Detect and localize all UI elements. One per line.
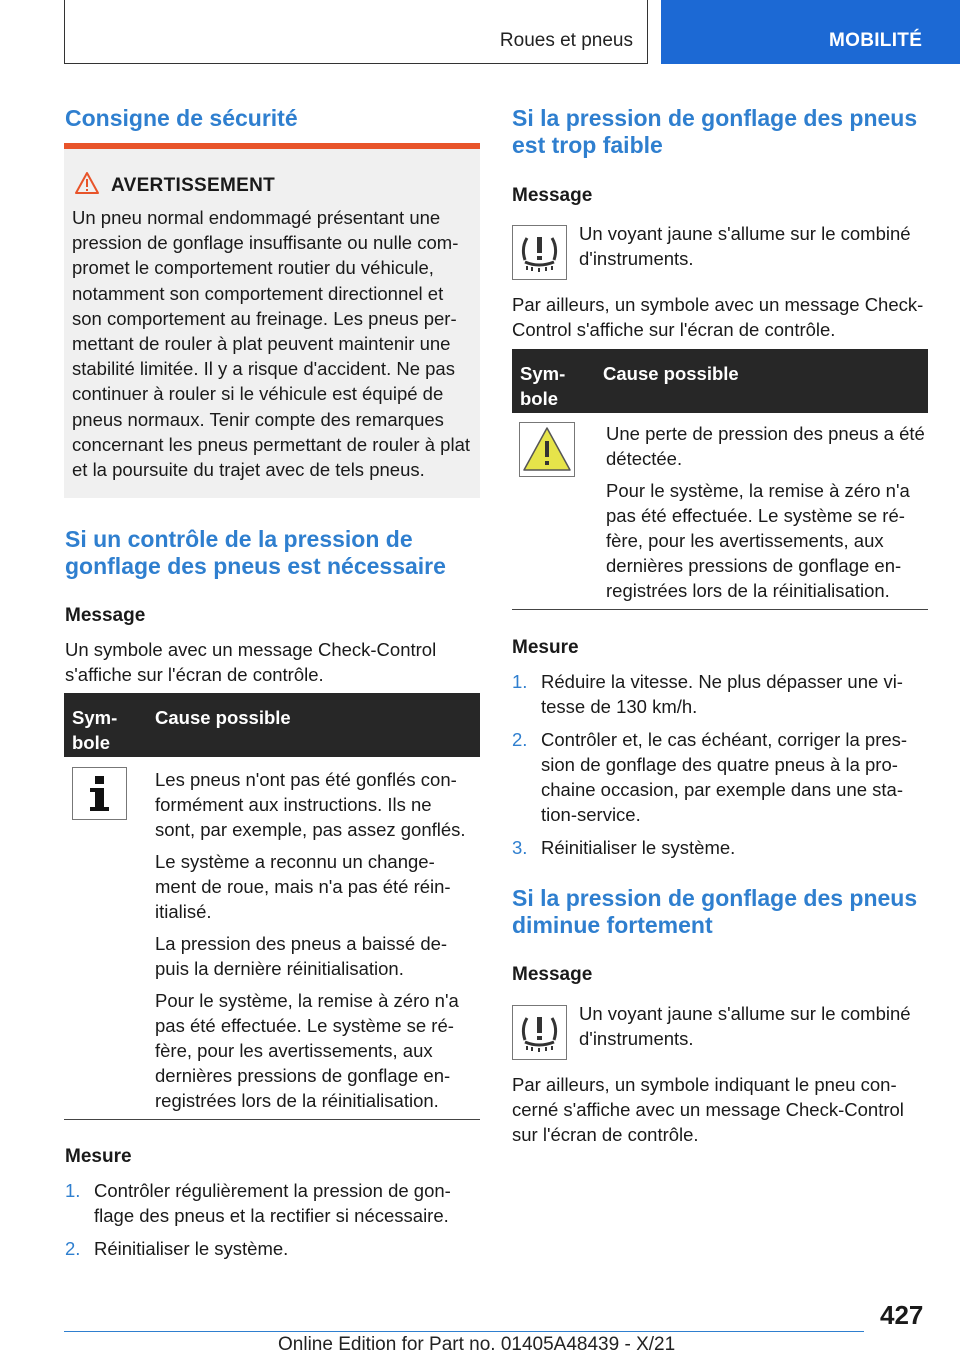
header-section-title: Roues et pneus [499, 30, 633, 51]
left-table-col-symbol: Sym- bole [72, 707, 118, 753]
left-steps [65, 1178, 475, 1269]
header-tab[interactable] [661, 0, 960, 64]
left-measure-label: Mesure [65, 1146, 132, 1167]
right-message2-label: Message [512, 964, 593, 985]
left-cause-1: Les pneus n'ont pas été gonflés con-formément aux instructions. Ils ne sont, par exemple, pas assez gonflés. [155, 769, 466, 840]
right-table-rule [512, 609, 928, 610]
left-step-1: 1. Contrôler régulièrement la pression de gon-flage des pneus et la rectifier si nécessaire. [65, 1180, 451, 1226]
left-message-text: Un symbole avec un message Check-Control s'affiche sur l'écran de contrôle. [65, 639, 437, 685]
left-table-header [64, 693, 480, 757]
tire-pressure-warning-icon [512, 225, 567, 280]
warning-box [64, 143, 480, 498]
header-tab-label: MOBILITÉ [829, 30, 923, 51]
left-table-col-cause: Cause possible [155, 707, 291, 728]
right-message-label: Message [512, 185, 593, 206]
right-step-2: 2. Contrôler et, le cas échéant, corriger la pres-sion de gonflage des quatre pneus à la pro-chaine occasion, par exemple dans une sta-tion-service. [512, 729, 908, 825]
right-message2-text: Un voyant jaune s'allume sur le combiné d'instruments. [579, 1003, 911, 1049]
footer-rule [64, 1331, 864, 1332]
right-table-col-cause: Cause possible [603, 363, 739, 384]
warning-title: AVERTISSEMENT [111, 175, 276, 196]
right-step-3: 3. Réinitialiser le système. [512, 837, 736, 858]
yellow-warning-icon [519, 422, 575, 477]
right-table-header [512, 349, 928, 413]
safety-heading: Consigne de sécurité [65, 105, 298, 131]
right-para: Par ailleurs, un symbole avec un message Check-Control s'affiche sur l'écran de contrôle. [512, 294, 924, 340]
check-heading-line2: gonflage des pneus est nécessaire [65, 553, 446, 579]
left-message-label: Message [65, 605, 146, 626]
low-pressure-heading: Si la pression de gonflage des pneus est trop faible [512, 105, 918, 158]
header-box [64, 0, 648, 64]
left-cause-3: La pression des pneus a baissé de-puis la dernière réinitialisation. [155, 933, 448, 979]
left-step-2: 2. Réinitialiser le système. [65, 1238, 289, 1259]
right-steps [512, 669, 928, 868]
warning-triangle-icon [74, 171, 100, 195]
left-table-rule [64, 1119, 480, 1120]
check-heading-line1: Si un contrôle de la pression de [65, 526, 413, 552]
right-step-1: 1. Réduire la vitesse. Ne plus dépasser une vi-tesse de 130 km/h. [512, 671, 903, 717]
check-heading [65, 526, 446, 580]
right-table-col-symbol: Sym- bole [520, 363, 566, 409]
right-message-text: Un voyant jaune s'allume sur le combiné d'instruments. [579, 223, 911, 269]
right-cause-2: Pour le système, la remise à zéro n'a pas été effectuée. Le système se ré-fère, pour les avertissements, aux dernières pressions de gonflage en-registrées lors de la réinitialisation. [606, 480, 910, 601]
left-cause-2: Le système a reconnu un change-ment de roue, mais n'a pas été réin-itialisé. [155, 851, 451, 922]
warning-text: Un pneu normal endommagé présentant une pression de gonflage insuffisante ou nulle com-promet le comportement routier du véhicule, notamment son comportement directionnel et son comportement au freinage. Les pneus per-mettant de rouler à plat peuvent maintenir une stabilité limitée. Il y a risque d'accident. Ne pas continuer à rouler si le véhicule est équipé de pneus normaux. Tenir compte des remarques concernant les pneus permettant de rouler à plat et la poursuite du trajet avec de tels pneus. [72, 207, 470, 481]
right-cause-1: Une perte de pression des pneus a été détectée. [606, 423, 925, 469]
right-measure-label: Mesure [512, 637, 579, 658]
strong-drop-heading: Si la pression de gonflage des pneus diminue fortement [512, 885, 918, 938]
right-para2: Par ailleurs, un symbole indiquant le pneu con-cerné s'affiche avec un message Check-Control sur l'écran de contrôle. [512, 1074, 904, 1145]
info-icon [72, 767, 127, 820]
page-number: 427 [880, 1300, 924, 1330]
tire-pressure-warning-icon-2 [512, 1005, 567, 1060]
footer-edition: Online Edition for Part no. 01405A48439 - X/21 [278, 1334, 676, 1355]
left-cause-4: Pour le système, la remise à zéro n'a pas été effectuée. Le système se ré-fère, pour les avertissements, aux dernières pressions de gonflage en-registrées lors de la réinitialisation. [155, 990, 459, 1111]
